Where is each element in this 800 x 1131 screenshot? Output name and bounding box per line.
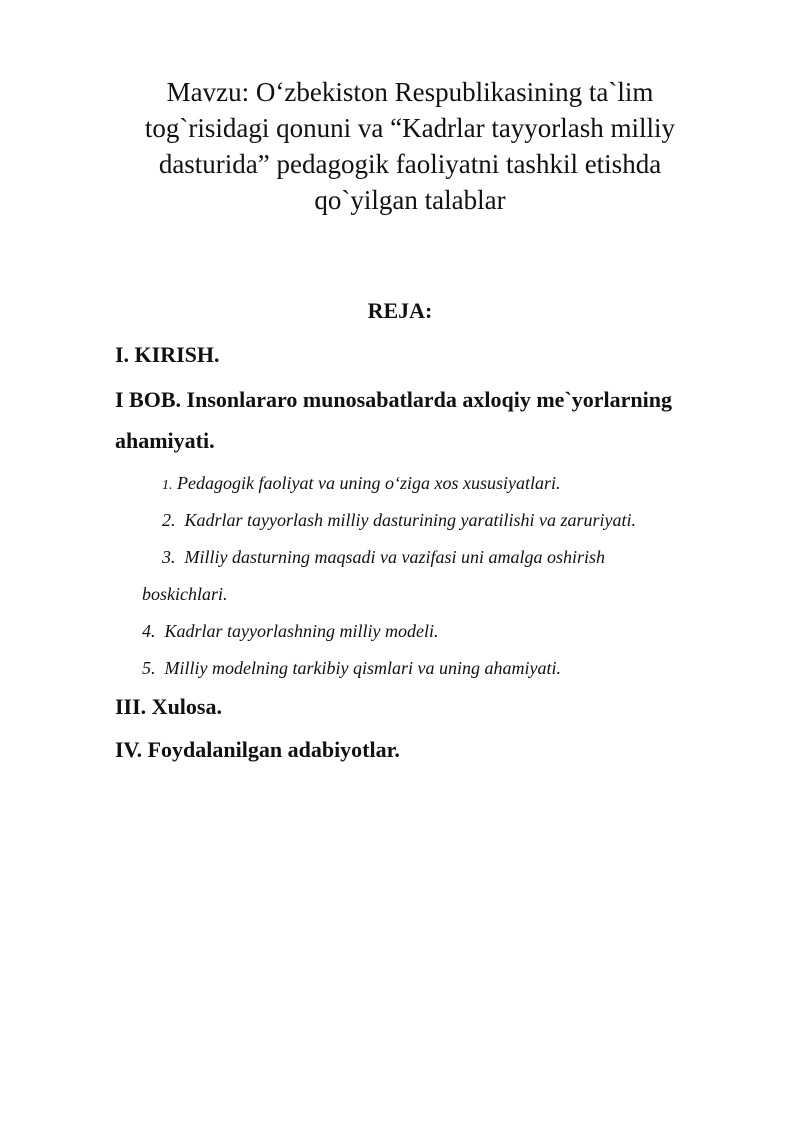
item-text: Milliy modelning tarkibiy qismlari va uning ahamiyati. bbox=[164, 658, 561, 678]
item-text: Kadrlar tayyorlash milliy dasturining yaratilishi va zaruriyati. bbox=[184, 510, 637, 530]
plan-heading: REJA: bbox=[367, 298, 433, 323]
item-text: Milliy dasturning maqsadi va vazifasi uni amalga oshirish bbox=[184, 547, 606, 567]
item-text: Pedagogik faoliyat va uning o‘ziga xos xususiyatlari. bbox=[177, 473, 561, 493]
title-line: qo`yilgan talablar bbox=[314, 185, 506, 215]
item-number: 4. bbox=[142, 621, 156, 641]
plan-item-2 bbox=[162, 507, 636, 533]
plan-item-3 bbox=[162, 544, 605, 570]
item-number: 3. bbox=[162, 547, 176, 567]
section-chapter-1: I BOB. Insonlararo munosabatlarda axloqiy me`yorlarning bbox=[115, 387, 672, 412]
title-line: tog`risidagi qonuni va “Kadrlar tayyorlash milliy bbox=[144, 113, 676, 143]
item-number: 2. bbox=[162, 510, 176, 530]
section-conclusion: III. Xulosa. bbox=[115, 694, 222, 719]
section-introduction: I. KIRISH. bbox=[115, 342, 220, 367]
plan-item-1 bbox=[162, 470, 560, 499]
item-number: 5. bbox=[142, 658, 156, 678]
title-line: dasturida” pedagogik faoliyatni tashkil etishda bbox=[158, 149, 662, 179]
item-number: 1. bbox=[162, 478, 173, 493]
title-line: Mavzu: O‘zbekiston Respublikasining ta`lim bbox=[166, 77, 654, 107]
section-references: IV. Foydalanilgan adabiyotlar. bbox=[115, 737, 400, 762]
item-text: Kadrlar tayyorlashning milliy modeli. bbox=[164, 621, 439, 641]
plan-item-3-continuation: boskichlari. bbox=[142, 584, 228, 604]
plan-item-5 bbox=[142, 655, 561, 681]
section-chapter-1-continued: ahamiyati. bbox=[115, 428, 215, 453]
topic-title bbox=[130, 74, 690, 218]
plan-item-4 bbox=[142, 618, 439, 644]
